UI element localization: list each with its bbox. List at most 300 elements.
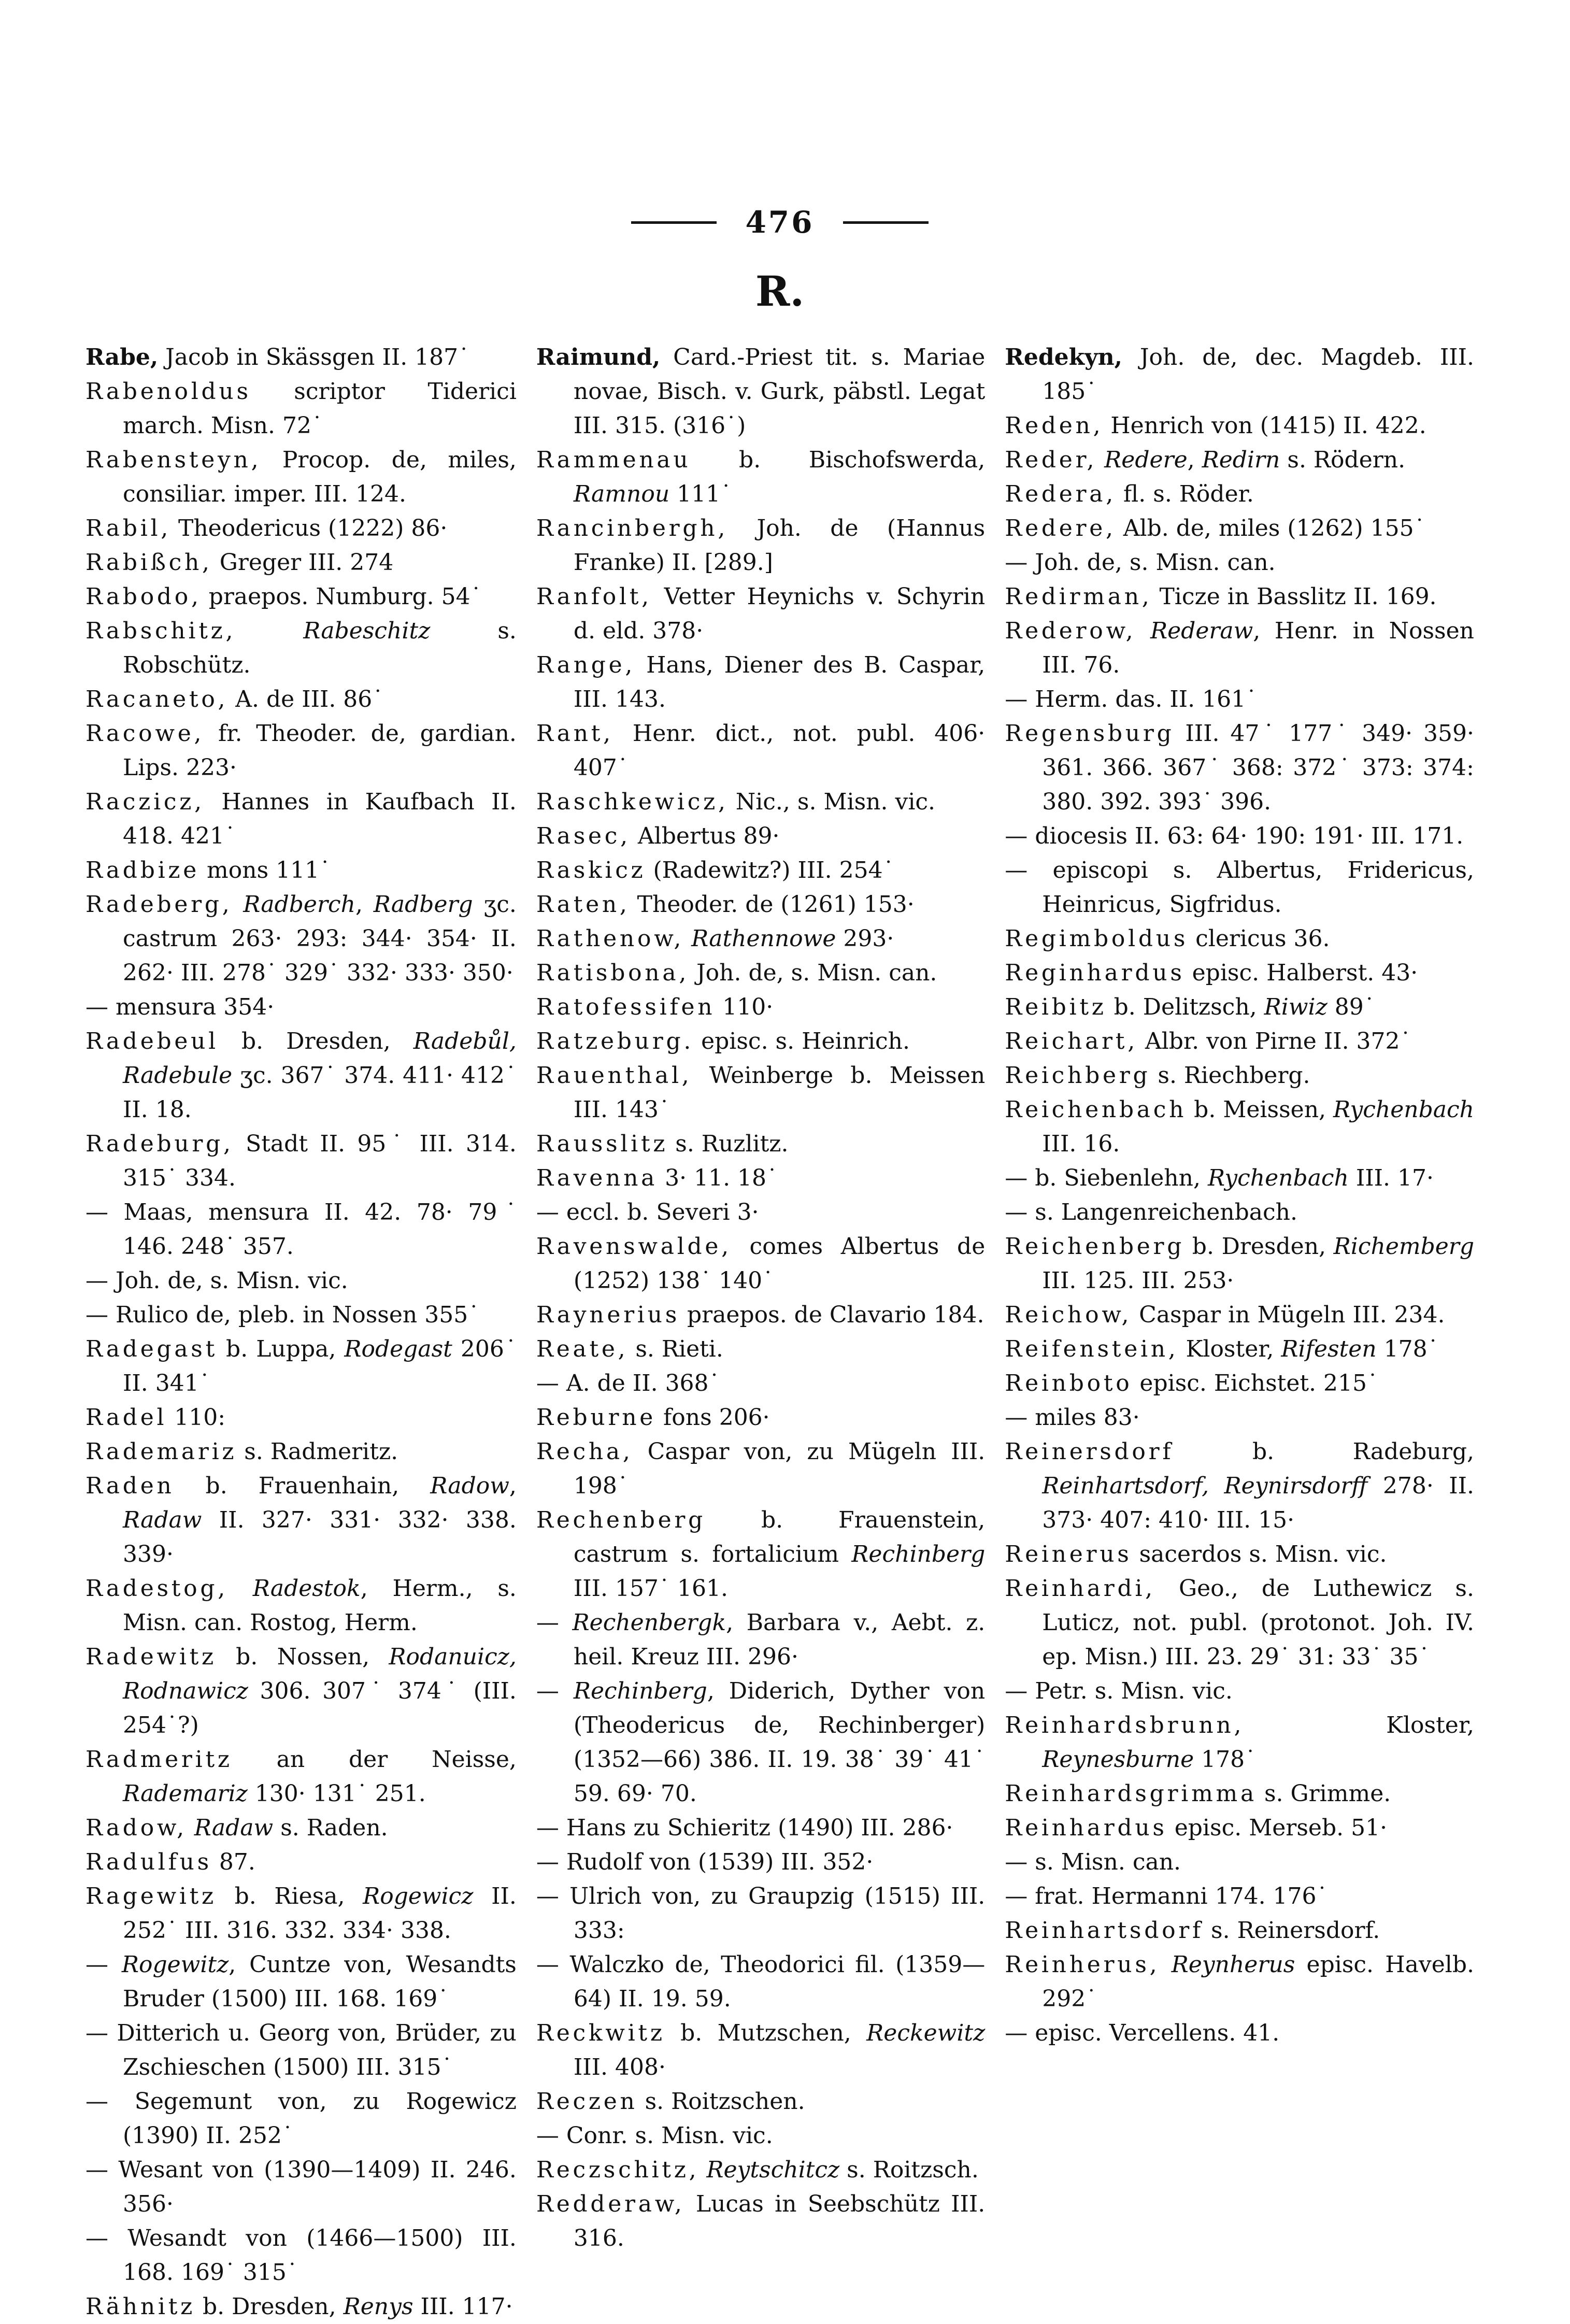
entry-text: episc. s. Heinrich. (694, 1028, 910, 1054)
index-column-3 (1005, 340, 1474, 2050)
entry-text: comes Albertus de (1252) 138˙ 140˙ (573, 1233, 986, 1294)
entry-text: Procop. de, miles, consiliar. imper. III. 124. (123, 447, 517, 507)
index-entry (536, 1298, 985, 1332)
entry-text: clericus 36. (1188, 925, 1330, 952)
entry-text: episc. Halberst. 43· (1184, 960, 1418, 986)
index-entry (1005, 443, 1474, 477)
entry-variant-name: Redere (1104, 447, 1188, 473)
entry-text: mons 111˙ (199, 857, 331, 883)
entry-headword: Redere, (1005, 515, 1116, 541)
entry-headword: Rademariz (85, 1438, 237, 1465)
index-entry (85, 1845, 517, 1879)
entry-text: 306. 307˙ 374˙ (III. 254˙?) (123, 1678, 517, 1738)
index-entry (1005, 1572, 1474, 1674)
entry-text: b. Frauenstein, castrum s. fortalicium (573, 1507, 986, 1567)
entry-text: Greger III. 274 (212, 549, 394, 576)
entry-headword: Ratisbona, (536, 960, 690, 986)
index-entry (1005, 1059, 1474, 1093)
entry-text: — (536, 1678, 574, 1704)
entry-text: — Wesant von (1390—1409) II. 246. 356· (85, 2157, 517, 2217)
entry-headword: Radeberg, (85, 891, 233, 918)
index-entry (85, 1127, 517, 1195)
index-entry (536, 1024, 985, 1059)
entry-variant-name: Radow (430, 1473, 509, 1499)
entry-headword: Rausslitz (536, 1131, 668, 1157)
entry-text: II. 252˙ III. 316. 332. 334· 338. (123, 1883, 517, 1944)
entry-text: b. Nossen, (216, 1644, 389, 1670)
index-entry (536, 1161, 985, 1195)
entry-headword: Rathenow, (536, 925, 684, 952)
entry-headword: Reden, (1005, 412, 1104, 439)
entry-text: 110· (715, 994, 774, 1020)
entry-text: fons 206· (656, 1404, 770, 1431)
entry-text: praepos. Numburg. 54˙ (201, 583, 482, 610)
entry-variant-name: Reynherus (1171, 1951, 1295, 1978)
entry-text (236, 618, 303, 644)
entry-headword: Reczschitz, (536, 2157, 700, 2183)
index-entry (85, 2290, 517, 2324)
entry-headword: Regimboldus (1005, 925, 1189, 952)
index-entry (85, 1264, 517, 1298)
index-entry (85, 511, 517, 546)
index-entry (85, 2016, 517, 2085)
entry-text (187, 1815, 194, 1841)
index-entry (1005, 1708, 1474, 1777)
entry-headword: Radbize (85, 857, 200, 883)
header-rule-left (631, 221, 717, 224)
entry-text: Hannes in Kaufbach II. 418. 421˙ (123, 789, 517, 849)
entry-text: s. Roitzschen. (637, 2088, 805, 2115)
index-entry (536, 1879, 985, 1948)
entry-text: — miles 83· (1005, 1404, 1140, 1431)
entry-variant-name: Renys (343, 2293, 413, 2320)
entry-text: Vetter Heynichs v. Schyrin d. eld. 378· (573, 583, 986, 644)
index-entry (1005, 1914, 1474, 1948)
entry-text: III. 125. III. 253· (1042, 1267, 1234, 1294)
entry-text (1136, 618, 1150, 644)
entry-variant-name: Rogewitz (121, 1951, 229, 1978)
page-number: 476 (745, 205, 815, 240)
entry-variant-name: Rodanuicz, Rodnawicz (123, 1644, 517, 1704)
entry-headword: Reczen (536, 2088, 638, 2115)
entry-text: , Cuntze von, Wesandts Bruder (1500) III. 168. 169˙ (123, 1951, 517, 2012)
entry-text (684, 925, 691, 952)
entry-text: 178˙ (1194, 1746, 1257, 1773)
index-entry (1005, 546, 1474, 580)
entry-variant-name: Rechenbergk (572, 1609, 726, 1636)
index-entry (536, 1230, 985, 1298)
section-letter-heading: R. (755, 267, 805, 316)
entry-variant-name: Rogewicz (363, 1883, 474, 1909)
index-entry (1005, 340, 1474, 409)
index-entry (85, 682, 517, 717)
entry-headword: Reinerus (1005, 1541, 1132, 1567)
entry-text: ʒc. 367˙ 374. 411· 412˙ II. 18. (123, 1062, 517, 1123)
index-entry (536, 2119, 985, 2153)
index-entry (536, 1503, 985, 1606)
index-entry (1005, 1230, 1474, 1298)
entry-text: s. Roitzsch. (839, 2157, 979, 2183)
entry-headword: Rancinbergh, (536, 515, 729, 541)
entry-headword: Ravenna (536, 1165, 658, 1191)
entry-headword: Reinhartsdorf (1005, 1917, 1204, 1944)
index-entry (536, 888, 985, 922)
entry-text: b. Dresden, (218, 1028, 413, 1054)
index-entry (85, 990, 517, 1024)
index-entry (85, 1572, 517, 1640)
index-entry (1005, 1298, 1474, 1332)
index-entry (1005, 477, 1474, 511)
entry-text: III. 47˙ 177˙ 349· 359· 361. 366. 367˙ 368: 372˙ 373: 374: 380. 392. 393˙ 396. (1042, 720, 1474, 815)
entry-headword: Reinhardus (1005, 1815, 1167, 1841)
index-entry (536, 443, 985, 511)
entry-text: episc. Havelb. 292˙ (1042, 1951, 1474, 2012)
entry-text: episc. Eichstet. 215˙ (1132, 1370, 1379, 1396)
index-entry (536, 853, 985, 888)
index-entry (85, 340, 517, 375)
entry-text: — episcopi s. Albertus, Fridericus, Heinricus, Sigfridus. (1005, 857, 1474, 918)
entry-text: II. 327· 331· 332· 338. 339· (123, 1507, 517, 1567)
index-entry (536, 2187, 985, 2256)
index-entry (536, 1401, 985, 1435)
entry-headword: Redekyn, (1005, 344, 1122, 370)
entry-headword: Raskicz (536, 857, 646, 883)
entry-text: — Ulrich von, zu Graupzig (1515) III. 333: (536, 1883, 986, 1944)
entry-variant-name: Rychenbach (1333, 1096, 1474, 1123)
entry-headword: Ranfolt, (536, 583, 652, 610)
entry-variant-name: Reytschitcz (706, 2157, 840, 2183)
entry-text: — Wesandt von (1466—1500) III. 168. 169˙ 315˙ (85, 2225, 517, 2286)
entry-text: III. 17· (1348, 1165, 1434, 1191)
index-entry (536, 1948, 985, 2016)
entry-headword: Recha, (536, 1438, 633, 1465)
index-entry (536, 648, 985, 717)
entry-variant-name: Rychenbach (1207, 1165, 1349, 1191)
entry-headword: Reinhardsbrunn, (1005, 1712, 1245, 1738)
entry-variant-name: Reckewitz (866, 2020, 986, 2046)
entry-text: Alb. de, miles (1262) 155˙ (1116, 515, 1425, 541)
entry-variant-name: Rathennowe (691, 925, 836, 952)
entry-text: A. de III. 86˙ (228, 686, 384, 712)
entry-text: s. Riechberg. (1150, 1062, 1310, 1089)
entry-headword: Regensburg (1005, 720, 1175, 747)
entry-text: Henrich von (1415) II. 422. (1103, 412, 1426, 439)
entry-headword: Reichart, (1005, 1028, 1138, 1054)
index-entry (1005, 1845, 1474, 1879)
entry-text: b. Frauenhain, (174, 1473, 431, 1499)
entry-headword: Reinersdorf (1005, 1438, 1174, 1465)
entry-text: — b. Siebenlehn, (1005, 1165, 1208, 1191)
entry-text: , (509, 1473, 517, 1499)
entry-text: , (1187, 447, 1202, 473)
entry-headword: Rabodo, (85, 583, 202, 610)
entry-text: praepos. de Clavario 184. (680, 1302, 984, 1328)
entry-text: b. Dresden, (195, 2293, 344, 2320)
entry-text: III. 117· (413, 2293, 513, 2320)
index-entry (1005, 1093, 1474, 1161)
index-entry (536, 2085, 985, 2119)
entry-text: — Rulico de, pleb. in Nossen 355˙ (85, 1302, 480, 1328)
entry-text: b. Radeburg, (1174, 1438, 1474, 1465)
entry-variant-name: Ramnou (573, 481, 670, 507)
entry-text: s. Reinersdorf. (1204, 1917, 1380, 1944)
entry-text: 278· II. 373· 407: 410· III. 15· (1042, 1473, 1474, 1533)
entry-text: scriptor Tiderici march. Misn. 72˙ (123, 378, 517, 439)
entry-text: — Joh. de, s. Misn. vic. (85, 1267, 348, 1294)
entry-text: b. Mutzschen, (665, 2020, 867, 2046)
entry-headword: Reinhardi, (1005, 1575, 1155, 1602)
index-entry (85, 1469, 517, 1572)
entry-text: — Herm. das. II. 161˙ (1005, 686, 1258, 712)
entry-variant-name: Redirn (1202, 447, 1280, 473)
index-entry (85, 1195, 517, 1264)
entry-text: — Maas, mensura II. 42. 78· 79˙ 146. 248˙ 357. (85, 1199, 517, 1260)
entry-headword: Reinboto (1005, 1370, 1133, 1396)
entry-text: b. Bischofswerda, (691, 447, 986, 473)
index-entry (1005, 1161, 1474, 1195)
entry-text: b. Luppa, (218, 1336, 345, 1362)
entry-text: ʒc. castrum 263· 293: 344· 354· II. 262· III. 278˙ 329˙ 332· 333· 350· (123, 891, 517, 986)
entry-text: s. Grimme. (1257, 1780, 1391, 1807)
entry-text: Kloster, (1244, 1712, 1474, 1738)
index-entry (85, 785, 517, 853)
entry-text: — A. de II. 368˙ (536, 1370, 720, 1396)
index-entry (536, 785, 985, 819)
index-entry (1005, 717, 1474, 819)
entry-text: Joh. de, s. Misn. can. (689, 960, 937, 986)
entry-headword: Radulfus (85, 1849, 212, 1875)
index-entry (85, 2153, 517, 2221)
entry-text: — s. Misn. can. (1005, 1849, 1181, 1875)
index-entry (536, 511, 985, 580)
entry-text: Jacob in Skässgen II. 187˙ (158, 344, 470, 370)
entry-text: Caspar von, zu Mügeln III. 198˙ (573, 1438, 986, 1499)
index-entry (1005, 1777, 1474, 1811)
index-entry (1005, 1332, 1474, 1366)
index-entry (1005, 990, 1474, 1024)
entry-headword: Rammenau (536, 447, 691, 473)
index-entry (1005, 2016, 1474, 2050)
entry-headword: Redera, (1005, 481, 1116, 507)
index-entry (1005, 1674, 1474, 1708)
index-entry (536, 1811, 985, 1845)
entry-text: 89˙ (1327, 994, 1375, 1020)
entry-text: b. Delitzsch, (1106, 994, 1264, 1020)
index-entry (85, 580, 517, 614)
index-entry (1005, 1024, 1474, 1059)
entry-text: Albr. von Pirne II. 372˙ (1137, 1028, 1411, 1054)
index-entry (85, 1298, 517, 1332)
index-entry (1005, 580, 1474, 614)
entry-text: Henr. dict., not. publ. 406· 407˙ (573, 720, 986, 781)
entry-text: 206˙ II. 341˙ (123, 1336, 517, 1396)
entry-text: fl. s. Röder. (1116, 481, 1254, 507)
index-entry (85, 1435, 517, 1469)
entry-headword: Raynerius (536, 1302, 680, 1328)
entry-variant-name: Richemberg (1333, 1233, 1474, 1260)
entry-text: Stadt II. 95˙ III. 314. 315˙ 334. (123, 1131, 517, 1191)
entry-text: — (536, 1609, 573, 1636)
index-entry (85, 1401, 517, 1435)
entry-text: Kloster, (1178, 1336, 1281, 1362)
entry-variant-name: Radebůl, Radebule (123, 1028, 517, 1089)
entry-variant-name: Reynesburne (1042, 1746, 1194, 1773)
entry-text: Geo., de Luthewicz s. Luticz, not. publ. (protonot. Joh. IV. ep. Misn.) III. 23. 29˙ 31: 33˙ 35˙ (1042, 1575, 1474, 1670)
entry-text: s. Rödern. (1280, 447, 1406, 473)
entry-headword: Radel (85, 1404, 167, 1431)
entry-headword: Ratofessifen (536, 994, 716, 1020)
entry-headword: Radewitz (85, 1644, 217, 1670)
entry-text: — frat. Hermanni 174. 176˙ (1005, 1883, 1328, 1909)
index-entry (536, 580, 985, 648)
index-entry (85, 717, 517, 785)
index-entry (536, 1059, 985, 1127)
entry-text: — Segemunt von, zu Rogewicz (1390) II. 252˙ (85, 2088, 517, 2149)
entry-headword: Racaneto, (85, 686, 229, 712)
entry-headword: Redirman, (1005, 583, 1152, 610)
index-entry (536, 819, 985, 853)
entry-headword: Raczicz, (85, 789, 205, 815)
entry-headword: Reginhardus (1005, 960, 1185, 986)
entry-text: 293· (836, 925, 894, 952)
entry-text: , Henr. in Nossen III. 76. (1042, 618, 1474, 678)
entry-headword: Radegast (85, 1336, 218, 1362)
entry-variant-name: Rechinberg (573, 1678, 707, 1704)
entry-text: b. Dresden, (1184, 1233, 1334, 1260)
index-entry (536, 2153, 985, 2187)
entry-headword: Rabe, (85, 344, 159, 370)
entry-variant-name: Radaw (123, 1507, 202, 1533)
index-entry (536, 1332, 985, 1366)
index-entry (85, 375, 517, 443)
index-entry (536, 956, 985, 990)
entry-variant-name: Rademariz (123, 1780, 248, 1807)
entry-text: — Conr. s. Misn. vic. (536, 2122, 773, 2149)
entry-text: Nic., s. Misn. vic. (728, 789, 936, 815)
entry-headword: Racowe, (85, 720, 205, 747)
entry-headword: Rauenthal, (536, 1062, 692, 1089)
entry-headword: Reder, (1005, 447, 1097, 473)
entry-text: s. Robschütz. (123, 618, 517, 678)
index-entry (1005, 682, 1474, 717)
entry-headword: Rant, (536, 720, 613, 747)
entry-headword: Rabschitz, (85, 618, 236, 644)
entry-headword: Radmeritz (85, 1746, 233, 1773)
entry-headword: Redderaw, (536, 2191, 685, 2217)
entry-headword: Radebeul (85, 1028, 219, 1054)
entry-text: 87. (211, 1849, 255, 1875)
entry-headword: Ravenswalde, (536, 1233, 732, 1260)
index-entry (536, 990, 985, 1024)
index-entry (85, 1024, 517, 1127)
entry-text: — Hans zu Schieritz (1490) III. 286· (536, 1815, 953, 1841)
entry-text: , Diderich, Dyther von (Theodericus de, Rechinberger) (1352—66) 386. II. 19. 38˙ 39˙ 41˙ 59. 69· 70. (573, 1678, 986, 1807)
entry-text: an der Neisse, (232, 1746, 517, 1773)
entry-text: Hans, Diener des B. Caspar, III. 143. (573, 652, 986, 712)
index-entry (1005, 614, 1474, 682)
index-entry (1005, 1948, 1474, 2016)
entry-headword: Radestog, (85, 1575, 228, 1602)
entry-text: Theoder. de (1261) 153· (630, 891, 915, 918)
entry-headword: Raimund, (536, 344, 661, 370)
entry-text (1097, 447, 1104, 473)
entry-headword: Rabißch, (85, 549, 212, 576)
entry-text: Theodericus (1222) 86· (171, 515, 448, 541)
index-columns (85, 340, 1474, 2324)
entry-headword: Raschkewicz, (536, 789, 729, 815)
index-entry (1005, 853, 1474, 922)
entry-headword: Reichenberg (1005, 1233, 1185, 1260)
entry-headword: Rasec, (536, 823, 631, 849)
index-entry (1005, 819, 1474, 853)
entry-text: — eccl. b. Severi 3· (536, 1199, 759, 1225)
entry-text: Lucas in Seebschütz III. 316. (573, 2191, 986, 2251)
index-entry (1005, 409, 1474, 443)
header-rule-right (843, 221, 929, 224)
entry-text: III. 408· (573, 2054, 666, 2080)
entry-headword: Raden (85, 1473, 175, 1499)
entry-headword: Rabensteyn, (85, 447, 262, 473)
entry-text: s. Rieti. (628, 1336, 723, 1362)
index-entry (536, 1674, 985, 1811)
index-entry (1005, 1401, 1474, 1435)
index-entry (536, 1435, 985, 1503)
entry-text: — diocesis II. 63: 64· 190: 191· III. 171. (1005, 823, 1464, 849)
entry-text: sacerdos s. Misn. vic. (1132, 1541, 1387, 1567)
index-entry (536, 1127, 985, 1161)
entry-text: — Petr. s. Misn. vic. (1005, 1678, 1233, 1704)
entry-text: — (85, 1951, 122, 1978)
entry-headword: Reichow, (1005, 1302, 1132, 1328)
index-entry (85, 853, 517, 888)
entry-text: episc. Merseb. 51· (1167, 1815, 1388, 1841)
entry-variant-name: Rederaw (1150, 618, 1253, 644)
entry-text: 130· 131˙ 251. (247, 1780, 426, 1807)
entry-headword: Rabenoldus (85, 378, 251, 405)
entry-text: s. Ruzlitz. (668, 1131, 789, 1157)
index-entry (85, 443, 517, 511)
entry-variant-name: Radberch (243, 891, 355, 918)
index-column-1 (85, 340, 517, 2324)
entry-headword: Radeburg, (85, 1131, 234, 1157)
entry-headword: Reichenbach (1005, 1096, 1187, 1123)
entry-headword: Radow, (85, 1815, 187, 1841)
entry-variant-name: Rifesten (1281, 1336, 1377, 1362)
index-entry (1005, 922, 1474, 956)
entry-text: 3· 11. 18˙ (658, 1165, 778, 1191)
entry-text: s. Radmeritz. (237, 1438, 398, 1465)
index-entry (1005, 1537, 1474, 1572)
entry-headword: Reckwitz (536, 2020, 665, 2046)
index-entry (1005, 1435, 1474, 1537)
entry-text: III. 16. (1042, 1131, 1120, 1157)
entry-text: Card.-Priest tit. s. Mariae novae, Bisch. v. Gurk, päbstl. Legat III. 315. (316˙) (573, 344, 986, 439)
entry-headword: Reibitz (1005, 994, 1107, 1020)
entry-text: , Barbara v., Aebt. z. heil. Kreuz III. 296· (573, 1609, 986, 1670)
entry-headword: Rechenberg (536, 1507, 706, 1533)
entry-headword: Range, (536, 652, 636, 678)
entry-text (1160, 1951, 1171, 1978)
index-entry (85, 1743, 517, 1811)
entry-headword: Reinhardsgrimma (1005, 1780, 1257, 1807)
index-entry (536, 922, 985, 956)
index-entry (85, 1879, 517, 1948)
entry-text: b. Meissen, (1187, 1096, 1334, 1123)
entry-variant-name: Reinhartsdorf, Reynirsdorff (1042, 1473, 1368, 1499)
index-entry (536, 1845, 985, 1879)
entry-text (228, 1575, 253, 1602)
entry-headword: Ratzeburg. (536, 1028, 694, 1054)
